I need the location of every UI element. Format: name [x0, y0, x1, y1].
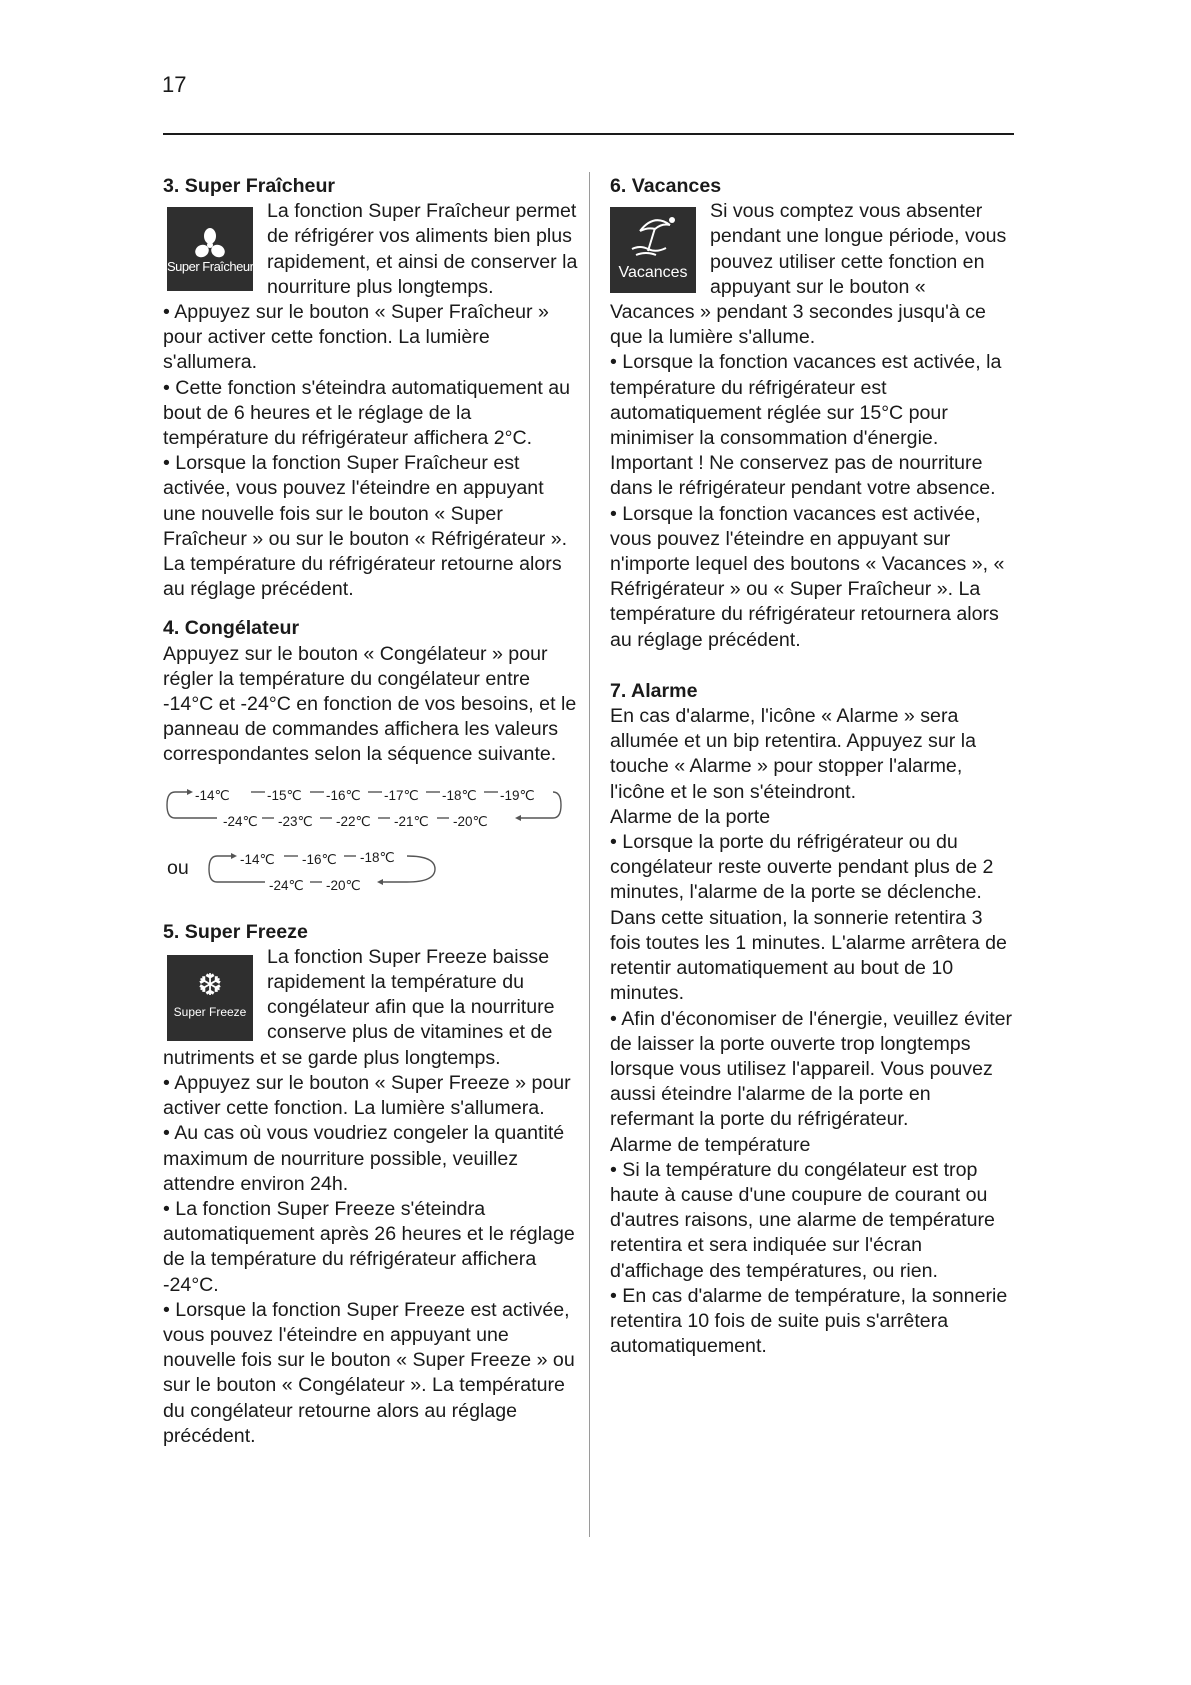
left-column	[163, 174, 579, 1463]
paragraph: • Lorsque la fonction Super Fraîcheur est activée, vous pouvez l'éteindre en appuyant une nouvelle fois sur le bouton « Super Fraîcheur » ou sur le bouton « Réfrigérateur ». La température du réfrigérateur retourne alors au réglage précédent.	[163, 452, 568, 601]
section-title: 4. Congélateur	[163, 617, 300, 640]
snowflake-icon: ❆	[197, 968, 223, 1002]
sequence-value: -14℃	[240, 851, 275, 867]
temperature-sequence-diagram	[163, 778, 579, 906]
sequence-value: -15℃	[267, 787, 302, 803]
sequence-value: -16℃	[326, 787, 361, 803]
paragraph: En cas d'alarme, l'icône « Alarme » sera allumée et un bip retentira. Appuyez sur la touche « Alarme » pour stopper l'alarme, l'icône et le son s'éteindront.	[610, 705, 976, 803]
section-congelateur	[163, 616, 579, 905]
sequence-value: -24℃	[269, 877, 304, 893]
paragraph: • Lorsque la fonction vacances est activée, la température du réfrigérateur est automatiquement réglée sur 15°C pour minimiser la consommation d'énergie.	[610, 351, 1002, 450]
right-column	[610, 174, 1015, 1373]
paragraph: • Afin d'économiser de l'énergie, veuillez éviter de laisser la porte ouverte trop longtemps lorsque vous utilisez l'appareil. Vous pouvez aussi éteindre l'alarme de la porte en refermant la porte du réfrigérateur.	[610, 1007, 1013, 1131]
sequence-value: -20℃	[326, 877, 361, 893]
section-super-fraicheur	[163, 174, 579, 602]
paragraph: Appuyez sur le bouton « Congélateur » pour régler la température du congélateur entre -14°C et -24°C en fonction de vos besoins, et le panneau de commandes affichera les valeurs correspondantes selon la séquence suivante.	[163, 642, 577, 766]
super-freeze-button	[167, 955, 253, 1041]
ou-label: ou	[167, 856, 189, 879]
super-fraicheur-button	[167, 207, 253, 291]
sequence-value: -18℃	[360, 849, 395, 865]
sequence-value: -14℃	[195, 787, 230, 803]
sequence-value: -20℃	[453, 813, 488, 829]
section-title: 7. Alarme	[610, 679, 698, 702]
paragraph: • La fonction Super Freeze s'éteindra automatiquement après 26 heures et le réglage de la température du réfrigérateur affichera -24°C.	[163, 1197, 575, 1296]
sequence-value: -22℃	[336, 813, 371, 829]
intro-text: Si vous comptez vous absenter pendant une longue période, vous pouvez utiliser cette fonction en appuyant sur le bouton « Vacances » pendant 3 secondes jusqu'à ce que la lumière s'allume.	[610, 200, 1007, 349]
section-title: 3. Super Fraîcheur	[163, 175, 336, 197]
subheading: Alarme de la porte	[610, 805, 771, 828]
icon-label: Super Freeze	[173, 1004, 247, 1019]
section-title: 5. Super Freeze	[163, 920, 308, 943]
paragraph: • En cas d'alarme de température, la sonnerie retentira 10 fois de suite puis s'arrêtera automatiquement.	[610, 1284, 1008, 1358]
sequence-value: -19℃	[500, 787, 535, 803]
paragraph: Important ! Ne conservez pas de nourriture dans le réfrigérateur pendant votre absence.	[610, 452, 996, 500]
sequence-value: -23℃	[278, 813, 313, 829]
section-title: 6. Vacances	[610, 175, 722, 197]
icon-label: Vacances	[618, 264, 688, 281]
sequence-value: -21℃	[394, 813, 429, 829]
column-divider	[589, 172, 590, 1537]
section-alarme	[610, 679, 1015, 1359]
paragraph: • Lorsque la fonction Super Freeze est activée, vous pouvez l'éteindre en appuyant une nouvelle fois sur le bouton « Super Freeze » ou sur le bouton « Congélateur ». La température du congélateur retourne alors au réglage précédent.	[163, 1298, 575, 1447]
intro-text: La fonction Super Fraîcheur permet de réfrigérer vos aliments bien plus rapidement, et ainsi de conserver la nourriture plus longtemps.	[267, 200, 578, 298]
section-super-freeze	[163, 920, 579, 1449]
sequence-value: -17℃	[384, 787, 419, 803]
paragraph: • Appuyez sur le bouton « Super Freeze » pour activer cette fonction. La lumière s'allumera.	[163, 1071, 571, 1120]
section-vacances	[610, 174, 1015, 653]
paragraph: • Au cas où vous voudriez congeler la quantité maximum de nourriture possible, veuillez attendre environ 24h.	[163, 1122, 565, 1195]
page-number: 17	[162, 72, 187, 97]
paragraph: • Lorsque la fonction vacances est activée, vous pouvez l'éteindre en appuyant sur n'importe lequel des boutons « Vacances », « Réfrigérateur » ou « Super Fraîcheur ». La température du réfrigérateur retournera alors au réglage précédent.	[610, 502, 1005, 651]
vacances-button	[610, 207, 696, 293]
subheading: Alarme de température	[610, 1133, 811, 1156]
icon-label: Super Fraîcheur	[167, 259, 254, 274]
header-rule	[163, 133, 1014, 135]
sequence-value: -24℃	[223, 813, 258, 829]
sequence-value: -16℃	[302, 851, 337, 867]
paragraph: • Appuyez sur le bouton « Super Fraîcheur » pour activer cette fonction. La lumière s'allumera.	[163, 301, 549, 374]
paragraph: • Lorsque la porte du réfrigérateur ou du congélateur reste ouverte pendant plus de 2 minutes, l'alarme de la porte se déclenche. Dans cette situation, la sonnerie retentira 3 fois toutes les 1 minutes. L'alarme arrêtera de retentir automatiquement au bout de 10 minutes.	[610, 831, 1007, 1005]
sequence-value: -18℃	[442, 787, 477, 803]
paragraph: • Cette fonction s'éteindra automatiquement au bout de 6 heures et le réglage de la température du réfrigérateur affichera 2°C.	[163, 376, 571, 450]
intro-text: La fonction Super Freeze baisse rapidement la température du congélateur afin que la nourriture conserve plus de vitamines et de nutriments et se garde plus longtemps.	[163, 945, 555, 1069]
paragraph: • Si la température du congélateur est trop haute à cause d'une coupure de courant ou d'autres raisons, une alarme de température retentira et sera indiquée sur l'écran d'affichage des températures, ou rien.	[610, 1158, 995, 1282]
